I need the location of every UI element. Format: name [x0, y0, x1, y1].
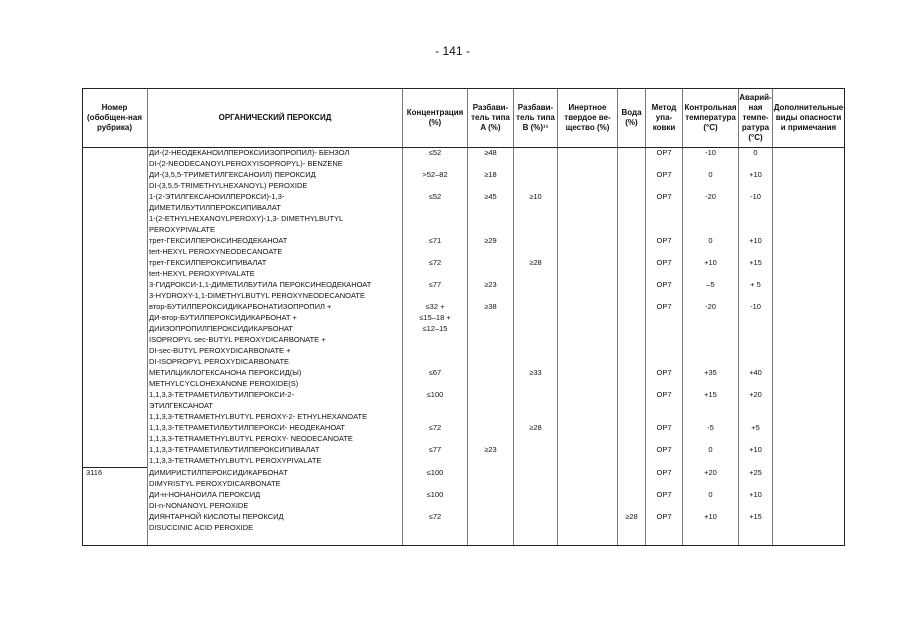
ctrl-cell: -20: [705, 302, 716, 311]
concentration-value: ≤15–18 +: [419, 313, 451, 322]
concentration-cell: [403, 147, 467, 158]
peroxide-name-line: ДИЯНТАРНОЙ КИСЛОТЫ ПЕРОКСИД: [149, 512, 284, 521]
emerg-cell: +10: [749, 170, 762, 179]
method-cell: OP7: [656, 148, 672, 157]
method-cell: OP7: [656, 512, 672, 521]
table-row: [149, 147, 401, 169]
peroxide-name-line: 1,1,3,3-TETRAMETHYLBUTYL PEROXY-2- ETHYLHEXANOATE: [149, 412, 368, 421]
method-cell: OP7: [656, 468, 672, 477]
ctrl-cell: +10: [704, 258, 717, 267]
peroxide-name-line: 1-(2-ETHYLHEXANOYLPEROXY)-1,3- DIMETHYLBUTYL: [149, 214, 344, 223]
col-line: [844, 89, 845, 545]
b-cell: ≥33: [529, 368, 542, 377]
table-row: [149, 444, 401, 466]
table-row: [149, 511, 401, 533]
peroxide-name-line: ISOPROPYL sec-BUTYL PEROXYDICARBONATE +: [149, 335, 326, 344]
col-line: [82, 89, 83, 545]
concentration-cell: [403, 169, 467, 180]
ctrl-cell: 0: [708, 445, 713, 454]
peroxide-name-line: DI-sec-BUTYL PEROXYDICARBONATE +: [149, 346, 291, 355]
water-cell: ≥28: [625, 512, 638, 521]
emerg-cell: + 5: [750, 280, 761, 289]
table-row: [149, 257, 401, 279]
emerg-cell: +15: [749, 512, 762, 521]
header-diluent-a: Разбави-тель типа A (%): [471, 103, 510, 132]
header-number: Номер (обобщен-ная рубрика): [87, 103, 142, 132]
peroxide-name-line: ДИ-(2-НЕОДЕКАНОИЛПЕРОКСИИЗОПРОПИЛ)- БЕНЗОЛ: [149, 148, 350, 157]
peroxide-name-line: 1,1,3,3-ТЕТРАМЕТИЛБУТИЛПЕРОКСИПИВАЛАТ: [149, 445, 320, 454]
concentration-value: ≤100: [426, 490, 444, 499]
peroxide-name-line: DI-(3,5,5-TRIMETHYLHEXANOYL) PEROXIDE: [149, 181, 308, 190]
ctrl-cell: 0: [708, 236, 713, 245]
ctrl-cell: +35: [704, 368, 717, 377]
method-cell: OP7: [656, 236, 672, 245]
peroxide-name-line: ДИИЗОПРОПИЛПЕРОКСИДИКАРБОНАТ: [149, 324, 293, 333]
emerg-cell: +40: [749, 368, 762, 377]
emerg-cell: +15: [749, 258, 762, 267]
peroxide-name-line: PEROXYPIVALATE: [149, 225, 215, 234]
concentration-value: ≤100: [426, 390, 444, 399]
col-line: [147, 89, 148, 545]
peroxide-name-line: tert-HEXYL PEROXYPIVALATE: [149, 269, 255, 278]
header-diluent-b: Разбави-тель типа B (%)¹¹: [516, 103, 555, 132]
peroxide-name-line: трет-ГЕКСИЛПЕРОКСИНЕОДЕКАНОАТ: [149, 236, 288, 245]
concentration-value: ≤32 +: [425, 302, 445, 311]
ctrl-cell: -20: [705, 192, 716, 201]
header-emergency-temp: Аварий-ная темпе-ратура (°C): [739, 93, 772, 142]
method-cell: OP7: [656, 423, 672, 432]
emerg-cell: +10: [749, 490, 762, 499]
a-cell: ≥48: [484, 148, 497, 157]
concentration-cell: [403, 467, 467, 478]
concentration-value: ≤72: [428, 258, 442, 267]
concentration-cell: [403, 191, 467, 202]
peroxide-name-line: tert-HEXYL PEROXYNEODECANOATE: [149, 247, 283, 256]
peroxide-name-line: МЕТИЛЦИКЛОГЕКСАНОНА ПЕРОКСИД(Ы): [149, 368, 302, 377]
peroxide-name-line: ДИМИРИСТИЛПЕРОКСИДИКАРБОНАТ: [149, 468, 288, 477]
peroxide-name-line: DI-n-NONANOYL PEROXIDE: [149, 501, 249, 510]
peroxide-name-line: ДИ-н-НОНАНОИЛА ПЕРОКСИД: [149, 490, 261, 499]
concentration-value: ≤52: [428, 148, 442, 157]
method-cell: OP7: [656, 258, 672, 267]
concentration-cell: [403, 367, 467, 378]
table-row: [149, 422, 401, 444]
emerg-cell: +5: [751, 423, 760, 432]
a-cell: ≥23: [484, 280, 497, 289]
table-row: [149, 169, 401, 191]
table-row: [149, 489, 401, 511]
peroxide-name-line: 1-(2-ЭТИЛГЕКСАНОИЛПЕРОКСИ)-1,3-: [149, 192, 285, 201]
concentration-cell: [403, 489, 467, 500]
method-cell: OP7: [656, 390, 672, 399]
method-cell: OP7: [656, 302, 672, 311]
header-inert: Инертное твердое ве-щество (%): [564, 103, 611, 132]
a-cell: ≥38: [484, 302, 497, 311]
ctrl-cell: +20: [704, 468, 717, 477]
emerg-cell: 0: [753, 148, 758, 157]
a-cell: ≥18: [484, 170, 497, 179]
header-control-temp: Контрольная температура (°C): [684, 103, 737, 132]
b-cell: ≥28: [529, 258, 542, 267]
ctrl-cell: 0: [708, 170, 713, 179]
ctrl-cell: –5: [706, 280, 715, 289]
peroxide-name-line: DI-(2-NEODECANOYLPEROXYISOPROPYL)- BENZENE: [149, 159, 343, 168]
b-cell: ≥28: [529, 423, 542, 432]
method-cell: OP7: [656, 490, 672, 499]
peroxide-name-line: 1,1,3,3-ТЕТРАМЕТИЛБУТИЛПЕРОКСИ- НЕОДЕКАНОАТ: [149, 423, 346, 432]
ctrl-cell: -5: [707, 423, 714, 432]
table-row: [149, 235, 401, 257]
peroxide-name-line: 3-ГИДРОКСИ-1,1-ДИМЕТИЛБУТИЛА ПЕРОКСИНЕОДЕКАНОАТ: [149, 280, 372, 289]
col-line: [617, 89, 618, 545]
table-row: [149, 279, 401, 301]
method-cell: OP7: [656, 280, 672, 289]
table-row: [149, 301, 401, 367]
ctrl-cell: 0: [708, 490, 713, 499]
peroxide-name-line: ДИМЕТИЛБУТИЛПЕРОКСИПИВАЛАТ: [149, 203, 281, 212]
peroxide-name-line: ДИ-втор-БУТИЛПЕРОКСИДИКАРБОНАТ +: [149, 313, 297, 322]
peroxide-name-line: 3-HYDROXY-1,1-DIMETHYLBUTYL PEROXYNEODECANOATE: [149, 291, 366, 300]
method-cell: OP7: [656, 170, 672, 179]
concentration-value: ≤67: [428, 368, 442, 377]
peroxide-name-line: 1,1,3,3-TETRAMETHYLBUTYL PEROXY- NEODECANOATE: [149, 434, 353, 443]
concentration-value: ≤72: [428, 512, 442, 521]
peroxide-name-line: ДИ-(3,5,5-ТРИМЕТИЛГЕКСАНОИЛ) ПЕРОКСИД: [149, 170, 316, 179]
a-cell: ≥23: [484, 445, 497, 454]
concentration-value: ≤52: [428, 192, 442, 201]
col-line: [772, 89, 773, 545]
emerg-cell: +10: [749, 236, 762, 245]
concentration-value: ≤77: [428, 445, 442, 454]
header-method: Метод упа-ковки: [651, 103, 677, 132]
peroxide-name-line: ЭТИЛГЕКСАНОАТ: [149, 401, 213, 410]
b-cell: ≥10: [529, 192, 542, 201]
emerg-cell: +10: [749, 445, 762, 454]
table-row: [149, 367, 401, 389]
header-water: Вода (%): [621, 108, 642, 127]
peroxide-name-line: 1,1,3,3-TETRAMETHYLBUTYL PEROXYPIVALATE: [149, 456, 322, 465]
ctrl-cell: +15: [704, 390, 717, 399]
concentration-cell: [403, 389, 467, 400]
emerg-cell: -10: [750, 302, 761, 311]
method-cell: OP7: [656, 368, 672, 377]
peroxide-name-line: 1,1,3,3-ТЕТРАМЕТИЛБУТИЛПЕРОКСИ-2-: [149, 390, 294, 399]
peroxide-name-line: втор-БУТИЛПЕРОКСИДИКАРБОНАТИЗОПРОПИЛ +: [149, 302, 332, 311]
method-cell: OP7: [656, 192, 672, 201]
header-concentration: Концентрация (%): [406, 108, 464, 127]
table-row: [149, 191, 401, 235]
rubric-number: 3116: [86, 468, 103, 477]
peroxide-name-line: трет-ГЕКСИЛПЕРОКСИПИВАЛАТ: [149, 258, 267, 267]
peroxide-table: [82, 88, 845, 546]
concentration-value: ≤72: [428, 423, 442, 432]
peroxide-name-line: DI-ISOPROPYL PEROXYDICARBONATE: [149, 357, 290, 366]
peroxide-name-line: DIMYRISTYL PEROXYDICARBONATE: [149, 479, 281, 488]
table-row: [149, 467, 401, 489]
method-cell: OP7: [656, 445, 672, 454]
concentration-cell: [403, 511, 467, 522]
header-notes: Дополнительные виды опасности и примечания: [773, 103, 844, 132]
emerg-cell: +25: [749, 468, 762, 477]
ctrl-cell: -10: [705, 148, 716, 157]
concentration-value: ≤77: [428, 280, 442, 289]
peroxide-name-line: METHYLCYCLOHEXANONE PEROXIDE(S): [149, 379, 299, 388]
a-cell: ≥29: [484, 236, 497, 245]
a-cell: ≥45: [484, 192, 497, 201]
col-line: [513, 89, 514, 545]
concentration-cell: [403, 279, 467, 290]
concentration-cell: [403, 301, 467, 334]
concentration-cell: [403, 235, 467, 246]
concentration-value: >52–82: [422, 170, 448, 179]
concentration-value: ≤100: [426, 468, 444, 477]
header-peroxide: ОРГАНИЧЕСКИЙ ПЕРОКСИД: [218, 113, 332, 122]
col-line: [557, 89, 558, 545]
concentration-cell: [403, 422, 467, 433]
emerg-cell: -10: [750, 192, 761, 201]
page-number: - 141 -: [435, 44, 470, 58]
peroxide-name-line: DISUCCINIC ACID PEROXIDE: [149, 523, 254, 532]
concentration-value: ≤12–15: [422, 324, 448, 333]
ctrl-cell: +10: [704, 512, 717, 521]
concentration-cell: [403, 444, 467, 455]
table-row: [149, 389, 401, 422]
concentration-value: ≤71: [428, 236, 442, 245]
emerg-cell: +20: [749, 390, 762, 399]
concentration-cell: [403, 257, 467, 268]
